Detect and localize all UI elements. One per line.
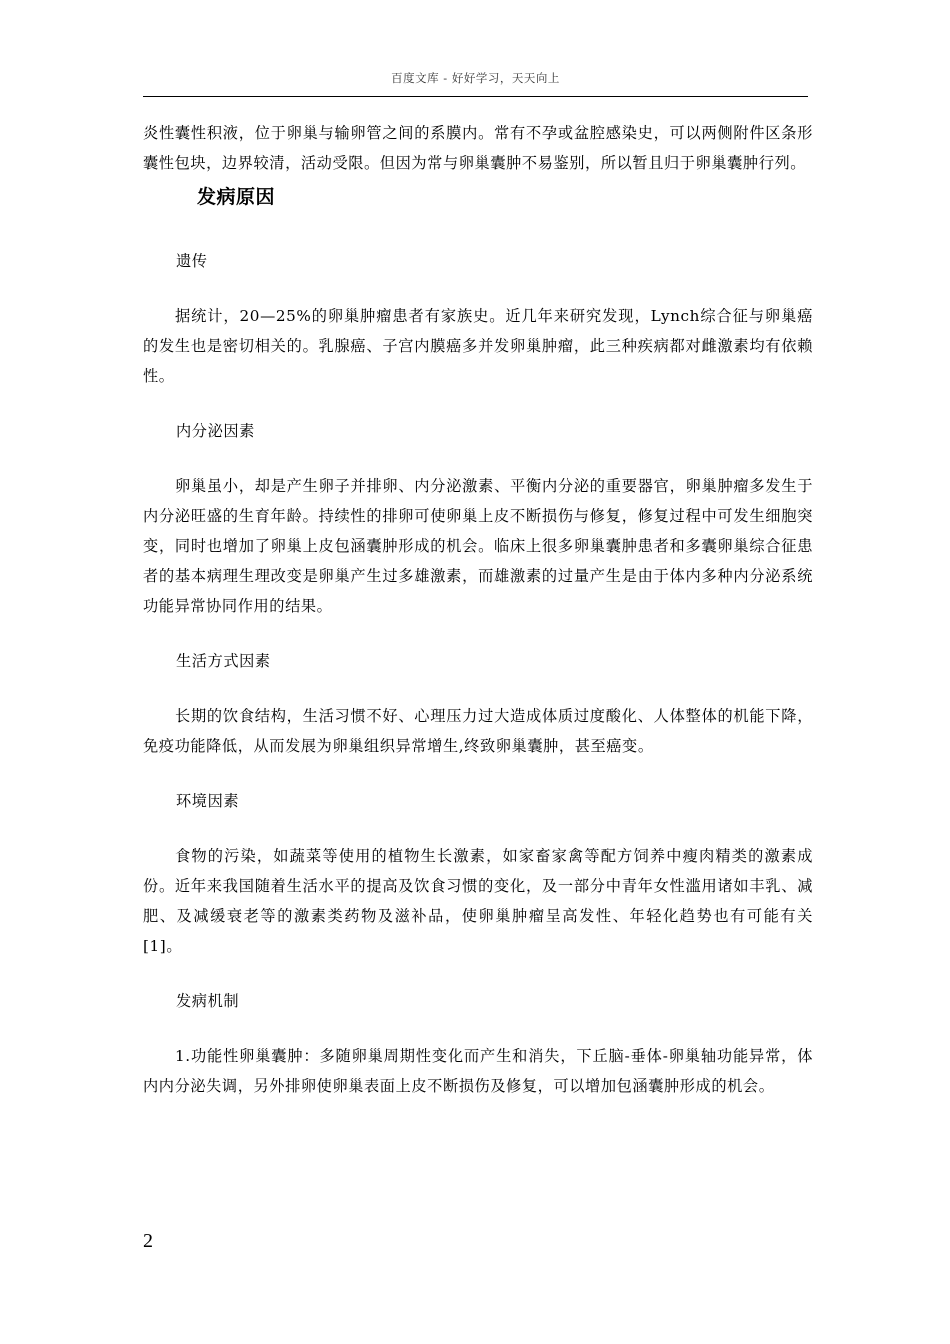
paragraph-heredity: 据统计，20—25%的卵巢肿瘤患者有家族史。近几年来研究发现，Lynch综合征与卵巢癌的发生也是密切相关的。乳腺癌、子宫内膜癌多并发卵巢肿瘤，此三种疾病都对雌激素均有依赖性。 (143, 307, 813, 385)
subsection-title-heredity: 遗传 (176, 252, 208, 270)
paragraph-pathogenesis: 1.功能性卵巢囊肿：多随卵巢周期性变化而产生和消失，下丘脑-垂体-卵巢轴功能异常，体内内分泌失调，另外排卵使卵巢表面上皮不断损伤及修复，可以增加包涵囊肿形成的机会。 (143, 1047, 813, 1095)
page-header: 百度文库 - 好好学习，天天向上 (391, 71, 560, 85)
page-number: 2 (143, 1230, 153, 1252)
section-heading: 发病原因 (197, 186, 276, 208)
subsection-title-lifestyle: 生活方式因素 (176, 652, 271, 670)
paragraph-environment: 食物的污染，如蔬菜等使用的植物生长激素，如家畜家禽等配方饲养中瘦肉精类的激素成份。近年来我国随着生活水平的提高及饮食习惯的变化，及一部分中青年女性滥用诸如丰乳、减肥、及减缓衰老等的激素类药物及滋补品，使卵巢肿瘤呈高发性、年轻化趋势也有可能有关[1]。 (143, 847, 813, 955)
intro-paragraph: 炎性囊性积液，位于卵巢与输卵管之间的系膜内。常有不孕或盆腔感染史，可以两侧附件区条形囊性包块，边界较清，活动受限。但因为常与卵巢囊肿不易鉴别，所以暂且归于卵巢囊肿行列。 (143, 124, 813, 172)
subsection-title-pathogenesis: 发病机制 (176, 992, 240, 1010)
subsection-title-endocrine: 内分泌因素 (176, 422, 255, 440)
document-body (143, 118, 813, 1101)
paragraph-lifestyle: 长期的饮食结构，生活习惯不好、心理压力过大造成体质过度酸化、人体整体的机能下降，免疫功能降低，从而发展为卵巢组织异常增生,终致卵巢囊肿，甚至癌变。 (143, 707, 813, 755)
subsection-title-environment: 环境因素 (176, 792, 240, 810)
header-divider (143, 96, 808, 97)
paragraph-endocrine: 卵巢虽小，却是产生卵子并排卵、内分泌激素、平衡内分泌的重要器官，卵巢肿瘤多发生于内分泌旺盛的生育年龄。持续性的排卵可使卵巢上皮不断损伤与修复，修复过程中可发生细胞突变，同时也增加了卵巢上皮包涵囊肿形成的机会。临床上很多卵巢囊肿患者和多囊卵巢综合征患者的基本病理生理改变是卵巢产生过多雄激素，而雄激素的过量产生是由于体内多种内分泌系统功能异常协同作用的结果。 (143, 477, 813, 615)
